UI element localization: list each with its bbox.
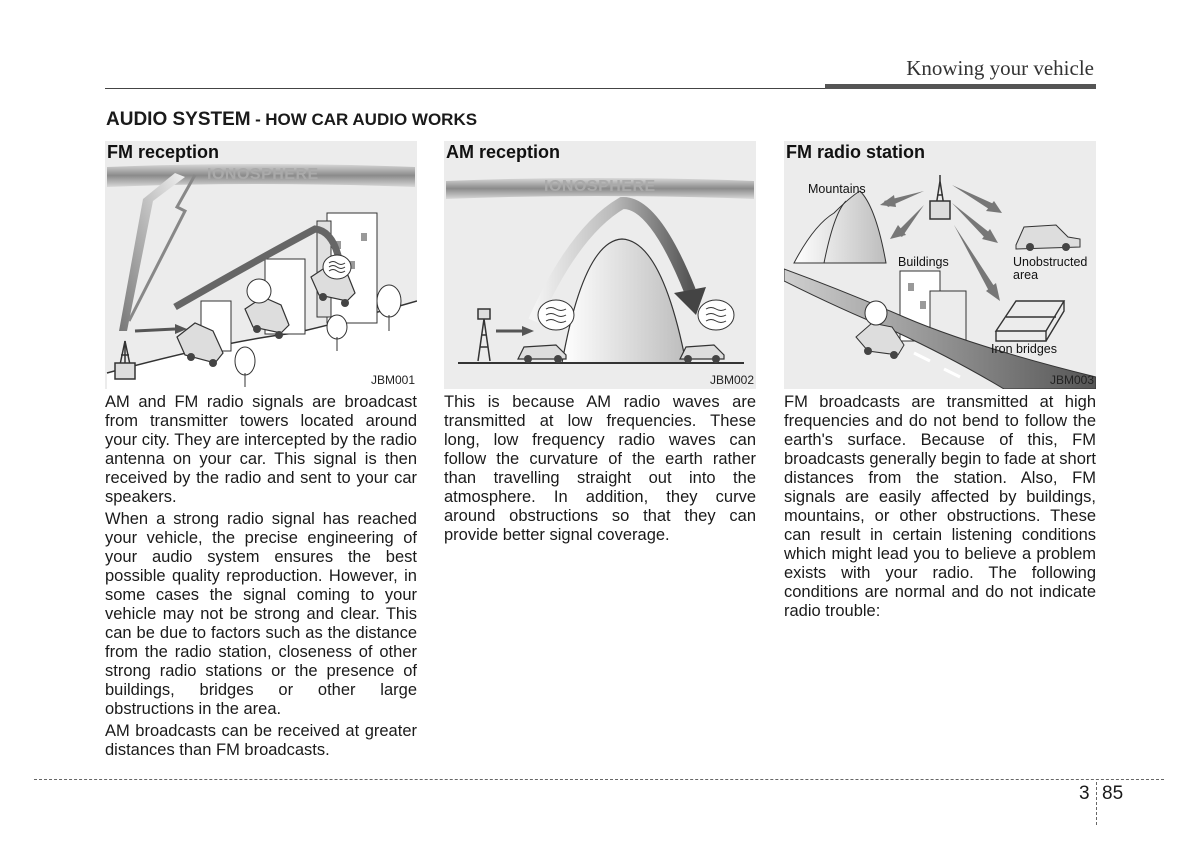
column-text	[105, 393, 417, 760]
figure-fm-radio-station	[784, 141, 1096, 389]
header-rule	[105, 88, 825, 89]
page-number: 85	[1102, 783, 1124, 804]
figure-title: AM reception	[446, 142, 561, 162]
header-bar	[825, 84, 1096, 89]
paragraph: This is because AM radio waves are transmitted at low frequencies. These long, low frequency radio waves can follow the curvature of the earth rather than travelling straight out into the atmosphere. In addition, they curve around obstructions so that they can provide better signal coverage.	[444, 393, 756, 544]
figure-fm-reception	[105, 141, 417, 389]
iron-bridges-label: Iron bridges	[991, 342, 1058, 356]
section-title	[106, 109, 477, 131]
footer-divider	[1096, 782, 1097, 825]
running-header: Knowing your vehicle	[906, 56, 1094, 80]
section-title-separator: -	[255, 110, 261, 129]
figure-code: JBM001	[370, 373, 415, 387]
figure-code: JBM003	[1049, 373, 1094, 387]
section-title-main: AUDIO SYSTEM	[106, 109, 251, 130]
figure-title: FM reception	[107, 142, 220, 162]
section-number: 3	[1079, 783, 1090, 804]
column-am-reception	[444, 141, 756, 548]
column-text	[444, 393, 756, 545]
buildings-label: Buildings	[898, 255, 949, 269]
figure-title: FM radio station	[786, 142, 925, 162]
area-label: area	[1013, 268, 1039, 282]
mountains-label: Mountains	[808, 182, 866, 196]
column-text	[784, 393, 1096, 621]
paragraph: FM broadcasts are transmitted at high frequencies and do not bend to follow the earth's surface. Because of this, FM broadcasts generally begin to fade at short distances from the station. Also, FM signals are easily affected by buildings, mountains, or other obstructions. These can result in certain listening conditions which might lead you to believe a problem exists with your radio. The following conditions are normal and do not indicate radio trouble:	[784, 393, 1096, 620]
ionosphere-label: IONOSPHERE	[207, 166, 319, 183]
figure-code: JBM002	[709, 373, 754, 387]
figure-am-reception	[444, 141, 756, 389]
footer-rule	[34, 779, 1164, 780]
section-subtitle: HOW CAR AUDIO WORKS	[265, 110, 478, 129]
paragraph: AM broadcasts can be received at greater distances than FM broadcasts.	[105, 722, 417, 759]
ionosphere-label: IONOSPHERE	[544, 178, 656, 195]
unobstructed-label: Unobstructed	[1013, 255, 1088, 269]
column-fm-radio-station	[784, 141, 1096, 624]
paragraph: AM and FM radio signals are broadcast from transmitter towers located around your city. They are intercepted by the radio antenna on your car. This signal is then received by the radio and sent to your car speakers.	[105, 393, 417, 506]
paragraph: When a strong radio signal has reached your vehicle, the precise engineering of your audio system ensures the best possible quality reproduction. However, in some cases the signal coming to your vehicle may not be strong and clear. This can be due to factors such as the distance from the radio station, closeness of other strong radio stations or the presence of buildings, bridges or other large obstructions in the area.	[105, 510, 417, 718]
column-fm-reception	[105, 141, 417, 763]
